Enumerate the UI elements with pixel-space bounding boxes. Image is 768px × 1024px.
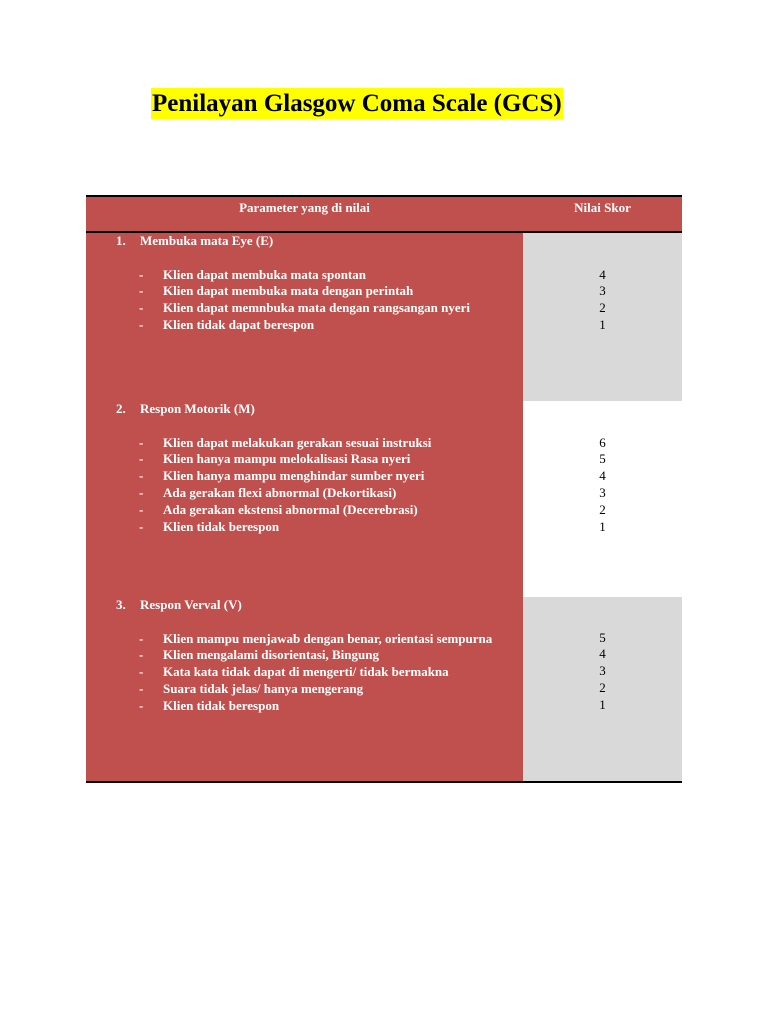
header-score-label: Nilai Skor bbox=[574, 200, 631, 215]
list-item: - Klien mengalami disorientasi, Bingung bbox=[139, 647, 379, 663]
list-item: - Ada gerakan ekstensi abnormal (Decerebrasi) bbox=[139, 501, 418, 517]
list-item: - Klien tidak berespon bbox=[139, 518, 280, 534]
list-item: - Ada gerakan flexi abnormal (Dekortikasi) bbox=[139, 484, 397, 500]
section-title: 3. Respon Verval (V) bbox=[116, 597, 242, 612]
score-value: 3 bbox=[599, 283, 606, 299]
list-item: - Kata kata tidak dapat di mengerti/ tidak bermakna bbox=[139, 664, 449, 680]
header-parameter-label: Parameter yang di nilai bbox=[239, 200, 370, 215]
score-list-eye bbox=[523, 267, 682, 334]
criteria-list bbox=[139, 267, 513, 334]
score-value: 5 bbox=[599, 451, 606, 467]
list-item: - Klien tidak dapat berespon bbox=[139, 316, 315, 332]
list-item: - Klien dapat melakukan gerakan sesuai instruksi bbox=[139, 434, 432, 450]
list-item: - Klien dapat membuka mata dengan perintah bbox=[139, 283, 414, 299]
score-value: 6 bbox=[599, 434, 606, 450]
list-item: - Klien hanya mampu melokalisasi Rasa nyeri bbox=[139, 451, 411, 467]
score-value: 2 bbox=[599, 679, 606, 695]
header-parameter bbox=[86, 197, 523, 232]
section-title: 2. Respon Motorik (M) bbox=[116, 401, 255, 416]
score-value: 4 bbox=[599, 646, 606, 662]
list-item: - Klien hanya mampu menghindar sumber nyeri bbox=[139, 468, 425, 484]
score-value: 1 bbox=[599, 316, 606, 332]
score-list-verbal bbox=[523, 630, 682, 714]
header-score bbox=[523, 197, 682, 232]
score-value: 1 bbox=[599, 696, 606, 712]
criteria-list bbox=[139, 435, 513, 536]
score-value: 1 bbox=[599, 518, 606, 534]
score-value: 3 bbox=[599, 663, 606, 679]
score-list-motor bbox=[523, 435, 682, 536]
score-value: 2 bbox=[599, 300, 606, 316]
score-value: 4 bbox=[599, 468, 606, 484]
list-item: - Klien dapat memnbuka mata dengan rangsangan nyeri bbox=[139, 300, 470, 316]
page-title: Penilayan Glasgow Coma Scale (GCS) bbox=[152, 90, 562, 117]
criteria-list bbox=[139, 631, 513, 715]
list-item: - Klien mampu menjawab dengan benar, orientasi sempurna bbox=[139, 630, 493, 646]
score-value: 5 bbox=[599, 629, 606, 645]
table-bottom-rule bbox=[86, 781, 682, 783]
section-title: 1. Membuka mata Eye (E) bbox=[116, 233, 274, 248]
score-value: 2 bbox=[599, 501, 606, 517]
score-value: 4 bbox=[599, 266, 606, 282]
list-item: - Klien tidak berespon bbox=[139, 697, 280, 713]
list-item: - Klien dapat membuka mata spontan bbox=[139, 266, 366, 282]
score-value: 3 bbox=[599, 484, 606, 500]
list-item: - Suara tidak jelas/ hanya mengerang bbox=[139, 680, 364, 696]
gcs-table bbox=[86, 195, 682, 783]
